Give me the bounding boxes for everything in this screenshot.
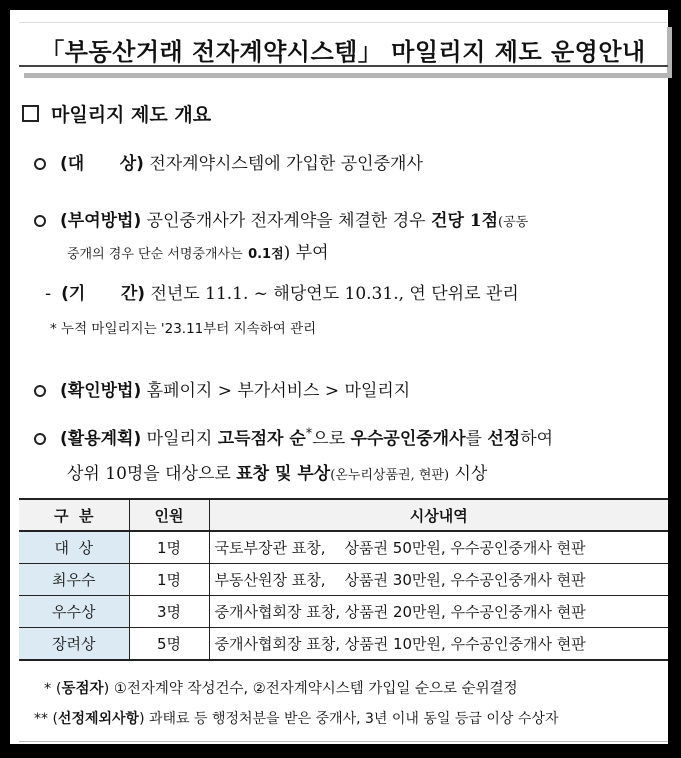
item-use-bold-b: 우수공인중개사 — [350, 429, 466, 449]
item-use-text-c: 를 — [465, 429, 482, 449]
note-tie-text: ) ①전자계약 작성건수, ②전자계약시스템 가입일 순으로 순위결정 — [103, 681, 518, 697]
item-check — [34, 376, 410, 401]
item-grant — [34, 206, 528, 231]
document-title: 「부동산거래 전자계약시스템」 마일리지 제도 운영안내 — [40, 38, 646, 66]
item-use-bold-c: 선정 — [487, 429, 521, 449]
item-grant-line2-bold: 0.1점 — [248, 247, 284, 262]
item-grant-small: (공동 — [498, 215, 529, 230]
cell-count: 5명 — [129, 628, 209, 661]
cell-award: 국토부장관 표창, 상품권 50만원, 우수공인중개사 현판 — [209, 531, 668, 564]
note-tie-label: 동점자 — [61, 681, 104, 697]
item-target-label: (대 상) — [60, 154, 144, 174]
circle-bullet-icon — [34, 158, 46, 170]
item-grant-line2 — [67, 238, 329, 263]
item-period — [45, 279, 519, 304]
item-target — [34, 149, 423, 174]
item-use-text-a: 마일리지 — [146, 429, 213, 449]
table-row — [19, 628, 668, 661]
item-period-text: 전년도 11.1. ~ 해당연도 10.31., 연 단위로 관리 — [150, 284, 519, 304]
note-exclude-label: 선정제외사항 — [57, 711, 140, 727]
cell-award: 부동산원장 표창, 상품권 30만원, 우수공인중개사 현판 — [209, 564, 668, 596]
square-bullet-icon — [22, 105, 39, 122]
section-heading-text: 마일리지 제도 개요 — [51, 104, 212, 126]
item-check-text: 홈페이지 > 부가서비스 > 마일리지 — [146, 381, 411, 401]
item-use-line2 — [67, 459, 487, 484]
circle-bullet-icon — [34, 433, 46, 445]
document-page — [10, 10, 668, 744]
item-use-sup: * — [305, 426, 313, 442]
header-count: 인원 — [129, 499, 209, 531]
title-divider — [19, 65, 668, 67]
item-grant-label: (부여방법) — [60, 211, 142, 231]
dash-bullet: - — [45, 284, 52, 304]
table-header-row — [19, 499, 668, 531]
circle-bullet-icon — [34, 215, 46, 227]
item-use — [34, 424, 553, 449]
bottom-divider — [19, 741, 668, 742]
cell-category: 대 상 — [19, 531, 129, 564]
item-target-text: 전자계약시스템에 가입한 공인중개사 — [149, 154, 423, 174]
note-tie — [44, 677, 518, 698]
award-table — [19, 498, 668, 661]
item-grant-text: 공인중개사가 전자계약을 체결한 경우 — [146, 211, 426, 231]
table-row — [19, 596, 668, 628]
item-use-line2-text: 상위 10명을 대상으로 — [67, 464, 231, 484]
cell-count: 1명 — [129, 531, 209, 564]
note-exclude-text: ) 과태료 등 행정처분을 받은 중개사, 3년 이내 동일 등급 이상 수상자 — [139, 711, 559, 727]
header-category: 구 분 — [19, 499, 129, 531]
item-use-bold-a: 고득점자 순 — [217, 429, 306, 449]
cell-category: 우수상 — [19, 596, 129, 628]
item-use-line2-small: (온누리상품권, 현판) — [330, 468, 450, 483]
table-row — [19, 531, 668, 564]
header-award: 시상내역 — [209, 499, 668, 531]
note-exclude — [34, 708, 558, 728]
item-grant-line2-text: 중개의 경우 단순 서명중개사는 — [67, 247, 243, 262]
item-use-label: (활용계획) — [60, 429, 142, 449]
note-tie-prefix: * ( — [44, 681, 62, 697]
circle-bullet-icon — [34, 385, 46, 397]
cell-category: 장려상 — [19, 628, 129, 661]
table-row — [19, 564, 668, 596]
note-exclude-prefix: ** ( — [34, 711, 58, 727]
item-check-label: (확인방법) — [60, 381, 142, 401]
item-use-text-b: 으로 — [312, 429, 346, 449]
item-use-line2-end: 시상 — [454, 464, 488, 484]
cell-award: 중개사협회장 표창, 상품권 10만원, 우수공인중개사 현판 — [209, 628, 668, 661]
cell-count: 3명 — [129, 596, 209, 628]
item-use-line2-bold: 표창 및 부상 — [236, 464, 331, 484]
item-grant-line2-end: ) 부여 — [283, 243, 329, 263]
cell-count: 1명 — [129, 564, 209, 596]
cell-award: 중개사협회장 표창, 상품권 20만원, 우수공인중개사 현판 — [209, 596, 668, 628]
item-grant-bold: 건당 1점 — [431, 211, 499, 231]
item-period-label: (기 간) — [61, 284, 146, 304]
cell-category: 최우수 — [19, 564, 129, 596]
item-use-text-d: 하여 — [520, 429, 554, 449]
section-heading — [22, 100, 211, 127]
item-period-note: * 누적 마일리지는 '23.11부터 지속하여 관리 — [50, 321, 317, 337]
